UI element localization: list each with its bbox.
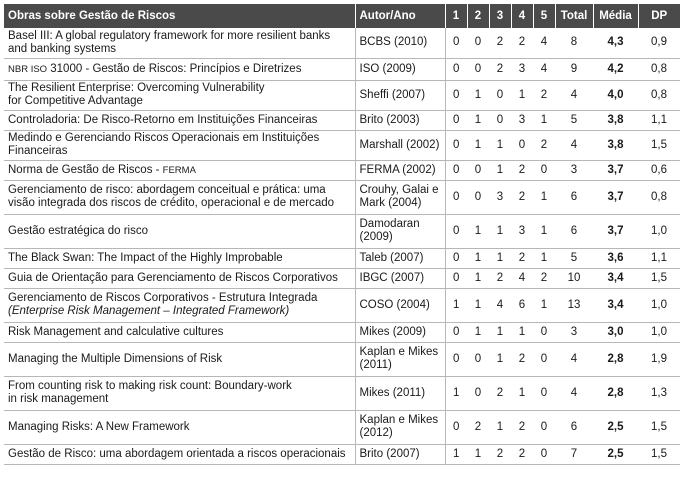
author-year: Brito (2007) bbox=[355, 444, 445, 464]
cell-score-3: 2 bbox=[489, 268, 511, 288]
cell-score-2: 0 bbox=[467, 28, 489, 58]
table-row bbox=[4, 80, 680, 110]
title-line: Gestão de Risco: uma abordagem orientada a riscos operacionais bbox=[8, 447, 346, 460]
cell-score-3: 1 bbox=[489, 322, 511, 342]
cell-score-1: 0 bbox=[445, 160, 467, 180]
cell-score-2: 1 bbox=[467, 444, 489, 464]
cell-score-4: 1 bbox=[511, 322, 533, 342]
cell-score-4: 4 bbox=[511, 268, 533, 288]
cell-dp: 1,5 bbox=[638, 268, 680, 288]
title-line: Guia de Orientação para Gerenciamento de Riscos Corporativos bbox=[8, 271, 338, 284]
cell-media: 3,8 bbox=[593, 130, 638, 160]
table-row bbox=[4, 58, 680, 80]
book-title bbox=[4, 180, 355, 214]
cell-dp: 1,5 bbox=[638, 444, 680, 464]
book-title bbox=[4, 58, 355, 80]
author-year: Kaplan e Mikes (2012) bbox=[355, 410, 445, 444]
cell-score-2: 1 bbox=[467, 288, 489, 322]
cell-total: 13 bbox=[555, 288, 593, 322]
author-year: COSO (2004) bbox=[355, 288, 445, 322]
cell-score-5: 1 bbox=[533, 214, 555, 248]
cell-dp: 1,0 bbox=[638, 214, 680, 248]
book-title bbox=[4, 248, 355, 268]
table-row bbox=[4, 268, 680, 288]
table-row bbox=[4, 322, 680, 342]
cell-dp: 1,9 bbox=[638, 342, 680, 376]
cell-media: 3,4 bbox=[593, 288, 638, 322]
cell-media: 2,5 bbox=[593, 410, 638, 444]
cell-score-5: 0 bbox=[533, 444, 555, 464]
cell-score-3: 1 bbox=[489, 130, 511, 160]
title-line: Norma de Gestão de Riscos - bbox=[8, 163, 163, 176]
author-year: ISO (2009) bbox=[355, 58, 445, 80]
cell-score-3: 1 bbox=[489, 248, 511, 268]
cell-total: 10 bbox=[555, 268, 593, 288]
title-line: Basel III: A global regulatory framework for more resilient banks bbox=[8, 29, 331, 42]
cell-score-3: 3 bbox=[489, 180, 511, 214]
header-score-2: 2 bbox=[467, 4, 489, 28]
cell-score-1: 0 bbox=[445, 248, 467, 268]
cell-media: 4,0 bbox=[593, 80, 638, 110]
title-line: Managing Risks: A New Framework bbox=[8, 420, 190, 433]
cell-total: 4 bbox=[555, 376, 593, 410]
author-year: Crouhy, Galai e Mark (2004) bbox=[355, 180, 445, 214]
risk-books-table-container bbox=[4, 4, 680, 465]
cell-score-2: 1 bbox=[467, 322, 489, 342]
cell-score-2: 1 bbox=[467, 110, 489, 130]
title-line: Financeiras bbox=[8, 145, 68, 157]
cell-dp: 1,3 bbox=[638, 376, 680, 410]
cell-score-3: 1 bbox=[489, 214, 511, 248]
cell-score-2: 2 bbox=[467, 410, 489, 444]
title-line: (Enterprise Risk Management – Integrated Framework) bbox=[8, 305, 290, 317]
cell-dp: 0,8 bbox=[638, 180, 680, 214]
cell-score-4: 2 bbox=[511, 248, 533, 268]
cell-score-2: 0 bbox=[467, 180, 489, 214]
book-title bbox=[4, 28, 355, 58]
book-title bbox=[4, 214, 355, 248]
cell-dp: 0,8 bbox=[638, 58, 680, 80]
cell-score-3: 0 bbox=[489, 110, 511, 130]
cell-score-3: 2 bbox=[489, 444, 511, 464]
table-row bbox=[4, 130, 680, 160]
cell-dp: 1,5 bbox=[638, 130, 680, 160]
author-year: Marshall (2002) bbox=[355, 130, 445, 160]
title-line: The Black Swan: The Impact of the Highly Improbable bbox=[8, 251, 283, 264]
cell-dp: 1,1 bbox=[638, 110, 680, 130]
cell-total: 9 bbox=[555, 58, 593, 80]
title-line: From counting risk to making risk count: Boundary-work bbox=[8, 380, 292, 392]
cell-media: 2,8 bbox=[593, 342, 638, 376]
cell-score-2: 0 bbox=[467, 160, 489, 180]
cell-score-3: 4 bbox=[489, 288, 511, 322]
title-line: in risk management bbox=[8, 393, 109, 405]
cell-dp: 1,0 bbox=[638, 288, 680, 322]
table-row bbox=[4, 214, 680, 248]
cell-total: 6 bbox=[555, 214, 593, 248]
cell-media: 4,2 bbox=[593, 58, 638, 80]
risk-books-table bbox=[4, 4, 680, 465]
cell-dp: 1,0 bbox=[638, 322, 680, 342]
cell-score-4: 6 bbox=[511, 288, 533, 322]
book-title bbox=[4, 342, 355, 376]
cell-score-3: 0 bbox=[489, 80, 511, 110]
cell-dp: 1,5 bbox=[638, 410, 680, 444]
cell-total: 4 bbox=[555, 342, 593, 376]
book-title bbox=[4, 288, 355, 322]
cell-score-2: 1 bbox=[467, 214, 489, 248]
cell-score-5: 2 bbox=[533, 130, 555, 160]
table-row bbox=[4, 410, 680, 444]
cell-total: 6 bbox=[555, 180, 593, 214]
cell-score-4: 3 bbox=[511, 214, 533, 248]
book-title bbox=[4, 80, 355, 110]
table-row bbox=[4, 28, 680, 58]
cell-score-4: 3 bbox=[511, 58, 533, 80]
book-title bbox=[4, 376, 355, 410]
cell-media: 4,3 bbox=[593, 28, 638, 58]
cell-score-1: 0 bbox=[445, 28, 467, 58]
cell-total: 4 bbox=[555, 130, 593, 160]
book-title bbox=[4, 130, 355, 160]
author-year: Damodaran (2009) bbox=[355, 214, 445, 248]
cell-score-5: 0 bbox=[533, 342, 555, 376]
cell-dp: 0,9 bbox=[638, 28, 680, 58]
author-year: Mikes (2009) bbox=[355, 322, 445, 342]
cell-score-5: 1 bbox=[533, 288, 555, 322]
book-title bbox=[4, 444, 355, 464]
title-suffix: FERMA bbox=[162, 164, 196, 176]
cell-score-3: 2 bbox=[489, 376, 511, 410]
author-year: BCBS (2010) bbox=[355, 28, 445, 58]
table-row bbox=[4, 110, 680, 130]
cell-media: 3,4 bbox=[593, 268, 638, 288]
title-line: Gerenciamento de risco: abordagem conceitual e prática: uma bbox=[8, 184, 326, 196]
header-score-1: 1 bbox=[445, 4, 467, 28]
cell-score-4: 0 bbox=[511, 130, 533, 160]
cell-total: 8 bbox=[555, 28, 593, 58]
cell-score-3: 1 bbox=[489, 160, 511, 180]
cell-media: 3,7 bbox=[593, 180, 638, 214]
cell-media: 3,0 bbox=[593, 322, 638, 342]
table-row bbox=[4, 376, 680, 410]
cell-total: 5 bbox=[555, 248, 593, 268]
cell-score-2: 1 bbox=[467, 268, 489, 288]
author-year: FERMA (2002) bbox=[355, 160, 445, 180]
cell-score-1: 0 bbox=[445, 342, 467, 376]
title-line: Gerenciamento de Riscos Corporativos - Estrutura Integrada bbox=[8, 292, 318, 304]
cell-score-1: 1 bbox=[445, 444, 467, 464]
cell-score-4: 3 bbox=[511, 110, 533, 130]
header-score-3: 3 bbox=[489, 4, 511, 28]
book-title bbox=[4, 268, 355, 288]
cell-score-1: 0 bbox=[445, 130, 467, 160]
cell-score-1: 0 bbox=[445, 410, 467, 444]
cell-score-2: 1 bbox=[467, 248, 489, 268]
header-score-5: 5 bbox=[533, 4, 555, 28]
title-line: and banking systems bbox=[8, 42, 117, 55]
cell-score-2: 0 bbox=[467, 58, 489, 80]
title-prefix: NBR ISO bbox=[8, 63, 48, 75]
cell-score-5: 0 bbox=[533, 376, 555, 410]
cell-media: 3,8 bbox=[593, 110, 638, 130]
cell-dp: 0,6 bbox=[638, 160, 680, 180]
book-title bbox=[4, 160, 355, 180]
book-title bbox=[4, 410, 355, 444]
cell-score-3: 1 bbox=[489, 342, 511, 376]
cell-score-4: 2 bbox=[511, 28, 533, 58]
cell-score-1: 0 bbox=[445, 268, 467, 288]
title-line: Medindo e Gerenciando Riscos Operacionais em Instituições bbox=[8, 132, 320, 144]
cell-score-1: 0 bbox=[445, 58, 467, 80]
header-total: Total bbox=[555, 4, 593, 28]
table-row bbox=[4, 444, 680, 464]
cell-score-4: 1 bbox=[511, 376, 533, 410]
cell-score-5: 4 bbox=[533, 58, 555, 80]
cell-score-1: 0 bbox=[445, 180, 467, 214]
table-row bbox=[4, 180, 680, 214]
cell-score-1: 0 bbox=[445, 110, 467, 130]
book-title bbox=[4, 110, 355, 130]
header-media: Média bbox=[593, 4, 638, 28]
cell-score-1: 1 bbox=[445, 288, 467, 322]
cell-score-4: 2 bbox=[511, 342, 533, 376]
cell-media: 3,6 bbox=[593, 248, 638, 268]
table-row bbox=[4, 248, 680, 268]
cell-score-2: 0 bbox=[467, 342, 489, 376]
cell-score-4: 2 bbox=[511, 410, 533, 444]
cell-score-2: 1 bbox=[467, 130, 489, 160]
author-year: Taleb (2007) bbox=[355, 248, 445, 268]
cell-score-1: 1 bbox=[445, 376, 467, 410]
cell-score-3: 2 bbox=[489, 58, 511, 80]
cell-total: 6 bbox=[555, 410, 593, 444]
cell-score-5: 4 bbox=[533, 28, 555, 58]
cell-media: 2,5 bbox=[593, 444, 638, 464]
cell-total: 7 bbox=[555, 444, 593, 464]
cell-score-5: 1 bbox=[533, 110, 555, 130]
title-line: The Resilient Enterprise: Overcoming Vulnerability bbox=[8, 82, 265, 94]
cell-score-5: 0 bbox=[533, 410, 555, 444]
cell-score-4: 1 bbox=[511, 80, 533, 110]
cell-score-2: 1 bbox=[467, 80, 489, 110]
book-title bbox=[4, 322, 355, 342]
cell-total: 5 bbox=[555, 110, 593, 130]
header-obra: Obras sobre Gestão de Riscos bbox=[4, 4, 355, 28]
author-year: Sheffi (2007) bbox=[355, 80, 445, 110]
header-score-4: 4 bbox=[511, 4, 533, 28]
cell-score-5: 2 bbox=[533, 80, 555, 110]
cell-score-3: 1 bbox=[489, 410, 511, 444]
cell-score-4: 2 bbox=[511, 160, 533, 180]
cell-score-3: 2 bbox=[489, 28, 511, 58]
header-dp: DP bbox=[638, 4, 680, 28]
title-line: for Competitive Advantage bbox=[8, 95, 143, 107]
header-row bbox=[4, 4, 680, 28]
author-year: Brito (2003) bbox=[355, 110, 445, 130]
table-body bbox=[4, 28, 680, 464]
cell-dp: 0,8 bbox=[638, 80, 680, 110]
cell-dp: 1,1 bbox=[638, 248, 680, 268]
author-year: IBGC (2007) bbox=[355, 268, 445, 288]
author-year: Kaplan e Mikes (2011) bbox=[355, 342, 445, 376]
title-line: Managing the Multiple Dimensions of Risk bbox=[8, 352, 223, 365]
cell-score-4: 2 bbox=[511, 444, 533, 464]
cell-score-1: 0 bbox=[445, 322, 467, 342]
cell-total: 3 bbox=[555, 322, 593, 342]
title-line: Controladoria: De Risco-Retorno em Instituições Financeiras bbox=[8, 113, 318, 126]
cell-total: 3 bbox=[555, 160, 593, 180]
table-row bbox=[4, 342, 680, 376]
cell-score-5: 0 bbox=[533, 322, 555, 342]
table-row bbox=[4, 160, 680, 180]
author-year: Mikes (2011) bbox=[355, 376, 445, 410]
cell-media: 3,7 bbox=[593, 160, 638, 180]
cell-score-5: 1 bbox=[533, 180, 555, 214]
table-row bbox=[4, 288, 680, 322]
cell-total: 4 bbox=[555, 80, 593, 110]
title-line: Risk Management and calculative cultures bbox=[8, 325, 224, 338]
cell-score-2: 0 bbox=[467, 376, 489, 410]
cell-score-5: 1 bbox=[533, 248, 555, 268]
cell-media: 3,7 bbox=[593, 214, 638, 248]
cell-score-5: 0 bbox=[533, 160, 555, 180]
header-autor: Autor/Ano bbox=[355, 4, 445, 28]
title-line: 31000 - Gestão de Riscos: Princípios e Diretrizes bbox=[50, 62, 302, 75]
cell-media: 2,8 bbox=[593, 376, 638, 410]
title-line: Gestão estratégica do risco bbox=[8, 224, 148, 237]
cell-score-4: 2 bbox=[511, 180, 533, 214]
cell-score-5: 2 bbox=[533, 268, 555, 288]
cell-score-1: 0 bbox=[445, 214, 467, 248]
cell-score-1: 0 bbox=[445, 80, 467, 110]
title-line: visão integrada dos riscos de crédito, operacional e de mercado bbox=[8, 197, 335, 209]
